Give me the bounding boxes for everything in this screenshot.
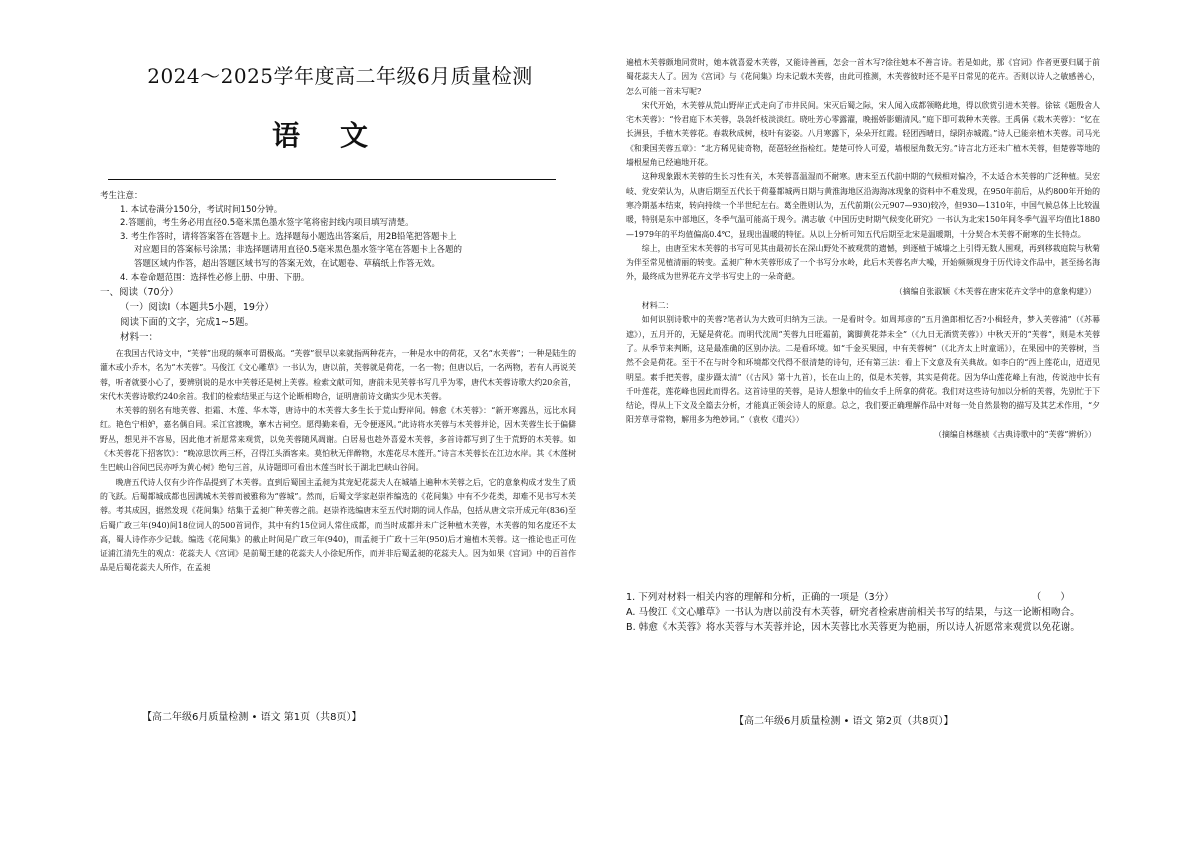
note-item: 1. 本试卷满分150分，考试时间150分钟。 — [120, 204, 283, 215]
part-heading: （一）阅读Ⅰ（本题共5小题，19分） — [120, 302, 274, 313]
instruction: 阅读下面的文字，完成1~5题。 — [120, 317, 255, 328]
note-item: 2.答题前，考生务必用直径0.5毫米黑色墨水签字笔将密封线内项目填写清楚。 — [120, 218, 414, 229]
source-citation: （摘编自林继祯《古典诗歌中的“芙蓉”辨析》） — [934, 429, 1096, 439]
exam-notes — [100, 190, 580, 285]
paragraph: 晚唐五代诗人仅有少许作品提到了木芙蓉。直到后蜀国主孟昶为其宠妃花蕊夫人在城墙上遍种木芙蓉之后，它的意象构成才发生了质的飞跃。后蜀都城成都也因满城木芙蓉而被雅称为“蓉城”。然而，后蜀文学家赵崇祚编选的《花间集》中有不少花类，却难不见书写木芙蓉。考其成因，据然发现《花间集》结集于孟昶广种芙蓉之前。赵崇祚选编唐末至五代时期的词人作品，包括从唐文宗开成元年(836)至后蜀广政三年(940)间18位词人的500首词作，其中有约15位词人常住成都，而当时成都并未广泛种植木芙蓉，木芙蓉的知名度还不太高，蜀人诗作亦少记载。编选《花间集》的截止时间是广政三年(940)，而孟昶于广政十三年(950)后才遍植木芙蓉。这一推论也正可佐证浦江清先生的观点：花蕊夫人《宫词》是前蜀王建的花蕊夫人小徐妃所作，而并非后蜀孟昶的花蕊夫人。因为如果《宫词》中的百首作品是后蜀花蕊夫人所作，在孟昶 — [100, 477, 576, 573]
note-item: 4. 本卷命题范围：选择性必修上册、中册、下册。 — [120, 272, 310, 283]
note-item: 对应题目的答案标号涂黑；非选择题请用直径0.5毫米黑色墨水签字笔在答题卡上各题的 — [134, 245, 463, 256]
note-item: 答题区域内作答，超出答题区域书写的答案无效，在试题卷、草稿纸上作答无效。 — [134, 258, 441, 269]
exam-title: 2024～2025学年度高二年级6月质量检测 — [147, 64, 533, 88]
answer-blank: （ ） — [1031, 592, 1070, 603]
note-item: 3. 考生作答时，请将答案答在答题卡上。选择题每小题选出答案后，用2B铅笔把答题卡上 — [120, 231, 457, 242]
paragraph: 如何识别诗歌中的芙蓉?笔者认为大致可归纳为三法。一是看时令。如周邦彦的“五月渔郎相忆否?小楫轻舟，梦入芙蓉浦”（《苏幕遮》），五月开的，无疑是荷花。而明代沈周“芙蓉九日旺霜前，篱脚黄花莽未全”（《九日无酒赏芙蓉》）中秋天开的“芙蓉”，则是木芙蓉了。从季节来判断，这是最准确的区别办法。二是看环境。如“千金买果园，中有芙蓉树”（《北齐太上时童谣》），在果园中的芙蓉树，当然不会是荷花。至于不在与时令和环境都交代得不很清楚的诗句，还有第三法：看上下文意及有关典故。如李白的“西上莲花山，迢迢见明星。素手把芙蓉，虚步蹑太清”（《古风》第十九首），长在山上的，似是木芙蓉，其实是荷花。因为华山莲花峰上有池，传说池中长有千叶莲花，莲花峰也因此而得名。这首诗里的芙蓉，是诗人想象中的仙女手上所拿的荷花。我们对这些诗句加以分析的芙蓉，先别忙于下结论，得从上下文及全篇去分析，才能真正领会诗人的原意。总之，我们要正确理解作品中对每一处自然景物的描写及其艺术作用，“夕阳芳草寻常物，解用多为绝妙词。”（袁枚《遣兴》） — [626, 315, 1100, 425]
title-divider — [108, 179, 556, 180]
question-stem — [626, 590, 1100, 605]
source-citation: （摘编自张淑颖《木芙蓉在唐宋花卉文学中的意象构建》） — [894, 286, 1096, 296]
material2-label: 材料二： — [641, 301, 674, 311]
material-label: 材料一： — [120, 332, 159, 343]
material1-text-left — [100, 347, 576, 576]
question-1 — [626, 590, 1100, 635]
paragraph: 宋代开始，木芙蓉从荒山野岸正式走向了市井民间。宋灭后蜀之际，宋人闻入成都领略此地，得以欣赏引进木芙蓉。徐铉《题殷舍人宅木芙蓉》：“怜君庭下木芙蓉，袅袅纤枝淡淡红。晓吐芳心零露濯，晚摇娇影媚清风。”庭下即可栽种木芙蓉。王禹偁《栽木芙蓉》：“忆在长洲县，手植木芙蓉花。春栽秋成树，枝叶有姿姿。八月寒露下，朵朵开红霞。轻团西晴日，绿阴赤城霞。”诗人已能亲植木芙蓉。司马光《和秉国芙蓉五章》：“北方稀见徒奇物，琵琶轻丝指检红。楚楚可怜人可爱，墙根屋角数无穷。”诗言北方还未广植木芙蓉，但楚蓉等地的墙根屋角已经遍地开花。 — [626, 100, 1100, 168]
paragraph: 综上，由唐至宋木芙蓉的书写可见其由最初长在深山野处不被观赏的遗憾，到逐植于城墙之上引得无数人围观，再到移栽庭院与秋菊为伴至常见植清丽的转变。孟昶广种木芙蓉形成了一个书写分水岭，此后木芙蓉名声大噪，开始频频现身于历代诗文作品中，甚至扬名海外，最终成为世界花卉文学书写史上的一朵奇葩。 — [626, 243, 1100, 282]
page-footer: 【高二年级6月质量检测 • 语文 第1页（共8页）】 — [142, 712, 362, 723]
paragraph: 这种现象跟木芙蓉的生长习性有关，木芙蓉喜温湿而不耐寒。唐末至五代前中期的气候相对偏冷，不太适合木芙蓉的广泛种植。吴宏岐、党安荣认为，从唐后期至五代长于荷蔓都城两日期与黄淮海地区沿海海冰现象的资料中不难发现，在950年前后，从约800年开始的寒冷期基本结束，转向持续一个半世纪左右。葛全胜则认为，五代前期(公元907—930)较冷，但930—1310年，中国气候总体上比较温暖，特别是东中部地区，冬季气温可能高于现今。满志敏《中国历史时期气候变化研究》一书认为北宋150年间冬季气温平均值比1880—1979年的平均值偏高0.4℃，显现出温暖的特征。从以上分析可知五代后期至北宋是温暖期，十分契合木芙蓉不耐寒的生长特点。 — [626, 172, 1100, 239]
option-b: B. 韩愈《木芙蓉》将水芙蓉与木芙蓉并论，因木芙蓉比水芙蓉更为艳丽，所以诗人祈愿常来观赏以免花谢。 — [626, 622, 1080, 633]
section-heading: 一、阅读（70分） — [100, 287, 179, 298]
page-footer: 【高二年级6月质量检测 • 语文 第2页（共8页）】 — [734, 716, 954, 727]
paragraph: 木芙蓉的别名有地芙蓉、拒霜、木莲、华木等，唐诗中的木芙蓉大多生长于荒山野岸间。韩愈《木芙蓉》：“新开寒露丛，远比水间红。艳色宁相妒，嘉名偶自同。采江官渡晚，搴木古祠空。愿得勤来看，无令便逐风。”此诗将水芙蓉与木芙蓉并论，因木芙蓉生长于偏僻野丛，想见并不容易，因此他才祈愿常来观赏，以免芙蓉随风凋谢。白居易也趁外喜爱木芙蓉，多首诗都写到了生于荒野的木芙蓉。如《木芙蓉花下招客饮》：“晚凉思饮两三杯，召得江头酒客来。莫怕秋无伴醉物，水莲花尽木莲开。”诗言木芙蓉长在江边水岸。其《木莲树生巴峡山谷间巴民亦呼为黄心树》绝句三首，从诗题即可看出木莲当时长于湖北巴峡山谷间。 — [100, 406, 576, 473]
subject-title: 语文 — [271, 119, 408, 152]
material1-text-right — [626, 56, 1100, 442]
paragraph: 在我国古代诗文中，“芙蓉”出现的频率可谓极高。“芙蓉”很早以来就指两种花卉，一种是水中的荷花，又名“水芙蓉”；一种是陆生的灌木或小乔木，名为“木芙蓉”。马俊江《文心雕草》一书认为，唐以前，芙蓉就是荷花，一名一物；但唐以后，一名两物，若有人再说芙蓉，听者就要小心了，要辨别说的是水中芙蓉还是树上芙蓉。检索文献可知，唐前未见芙蓉书写几乎为零，唐代木芙蓉诗歌大约20余首，宋代木芙蓉诗歌约240余首。我们的检索结果正与这个论断相吻合，证明唐前诗文确实少见木芙蓉。 — [100, 349, 576, 401]
option-a: A. 马俊江《文心雕草》一书认为唐以前没有木芙蓉，研究者检索唐前相关书写的结果，与这一论断相吻合。 — [626, 607, 1080, 618]
notes-heading: 考生注意： — [100, 191, 143, 201]
question-text: 1. 下列对材料一相关内容的理解和分析，正确的一项是（3分） — [626, 592, 894, 603]
page-right — [600, 0, 1200, 848]
paragraph: 遍植木芙蓉颇地同赏时，她本就喜爱木芙蓉，又能诗善画，怎会一首木写?徐往她本不善言诗。若是如此，那《宫词》作者更要归属于前蜀花蕊夫人了。因为《宫词》与《花间集》均未记载木芙蓉，由此可推测，木芙蓉彼时还不是平日常见的花卉。否则以诗人之敏感善心，怎么可能一首未写呢? — [626, 58, 1100, 96]
